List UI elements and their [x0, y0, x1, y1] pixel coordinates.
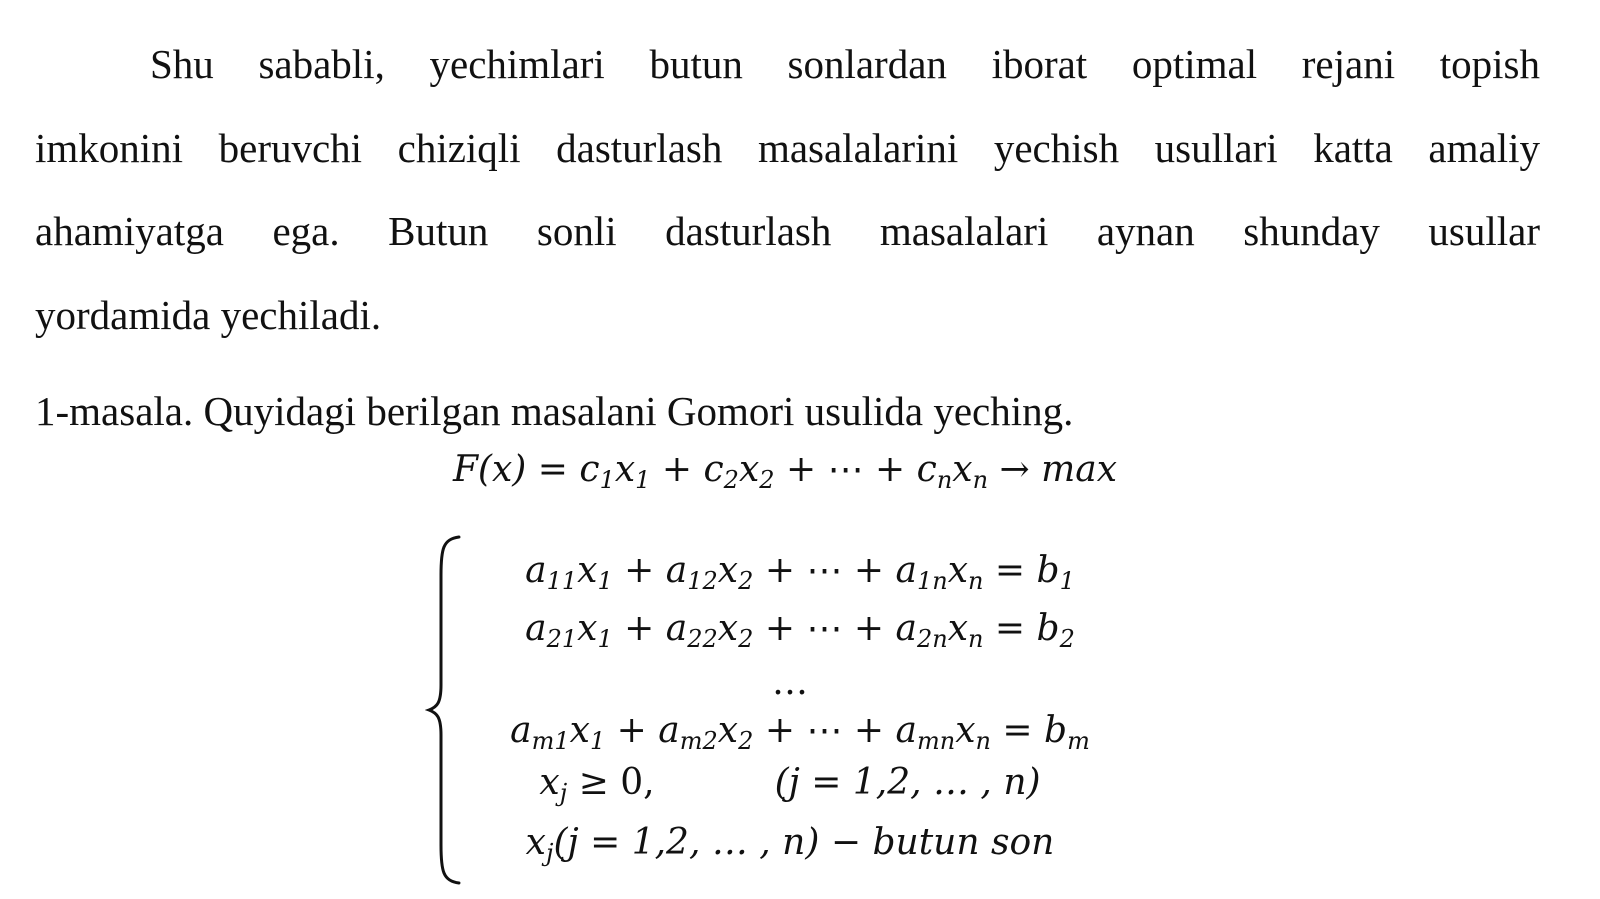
var-xn-sub: n	[972, 466, 989, 494]
var-x1-sub: 1	[635, 466, 651, 494]
objective-lhs: F(x)	[452, 449, 527, 490]
coef-sub: 1n	[916, 567, 948, 595]
integrality-constraint: $x_j(j = 1,2$, … , n) − butun son	[525, 822, 1055, 867]
nonneg-relation: ≥ 0,	[567, 762, 655, 803]
plus-sign: +	[650, 449, 704, 490]
paragraph-line-4: yordamida yechiladi.	[35, 292, 382, 338]
paragraph-line-3: ahamiyatga ega. Butun sonli dasturlash masalalari aynan shunday usullar	[35, 208, 1540, 254]
coef-c1-sub: 1	[599, 466, 615, 494]
index-range: (j = 1,2, … , n)	[553, 822, 820, 863]
objective-function	[0, 449, 1600, 494]
coef-sub: m1	[531, 727, 570, 755]
paragraph-line-1: Shu sababli, yechimlari butun sonlardan iborat optimal rejani topish	[150, 41, 1540, 87]
var-sub-j: j	[559, 779, 568, 807]
problem-statement: 1-masala. Quyidagi berilgan masalani Gomori usulida yeching.	[35, 388, 1074, 434]
coef-sub: 11	[546, 567, 578, 595]
vertical-dots: …	[772, 662, 808, 703]
coef-sub: 12	[687, 567, 718, 595]
constraint-row-m: $a_{m1}x_1 + a_{m2}x_2$ + ⋯ + $a_{mn}x_n = b_m$	[510, 710, 1090, 755]
rhs-sub: m	[1067, 727, 1090, 755]
var-sub-j: j	[545, 839, 554, 867]
coef-c2-sub: 2	[723, 466, 739, 494]
coef-sub: 21	[546, 625, 578, 653]
plus-ellipsis: + ⋯ +	[774, 449, 917, 490]
nonnegativity-constraint: $x_j \ge 0$, (j = 1,2, … , n)	[539, 762, 1041, 807]
rhs-sub: 1	[1059, 567, 1075, 595]
arrow-icon: →	[988, 449, 1042, 490]
integer-condition: − butun son	[819, 822, 1055, 863]
objective-goal: max	[1041, 449, 1118, 490]
coef-c2: c	[703, 449, 724, 490]
objective-eq: =	[526, 449, 580, 490]
paragraph-line-2: imkonini beruvchi chiziqli dasturlash masalalarini yechish usullari katta amaliy	[35, 125, 1540, 171]
index-range: (j = 1,2, … , n)	[774, 762, 1041, 803]
constraint-ellipsis	[440, 662, 1140, 703]
coef-cn: c	[916, 449, 937, 490]
constraint-row-2: $a_{21}x_1 + a_{22}x_2$ + ⋯ + $a_{2n}x_n = b_2$	[525, 608, 1075, 653]
coef-c1: c	[579, 449, 600, 490]
constraint-row-1: $a_{11}x_1 + a_{12}x_2$ + ⋯ + $a_{1n}x_n = b_1$	[525, 550, 1075, 595]
var-x2-sub: 2	[759, 466, 775, 494]
var-x2: x	[738, 449, 760, 490]
coef-cn-sub: n	[936, 466, 953, 494]
rhs-sub: 2	[1059, 625, 1075, 653]
var-xn: x	[952, 449, 973, 490]
var-x1: x	[614, 449, 636, 490]
coef-sub: m2	[679, 727, 718, 755]
coef-sub: 22	[687, 625, 718, 653]
coef-sub: mn	[916, 727, 956, 755]
coef-sub: 2n	[916, 625, 948, 653]
